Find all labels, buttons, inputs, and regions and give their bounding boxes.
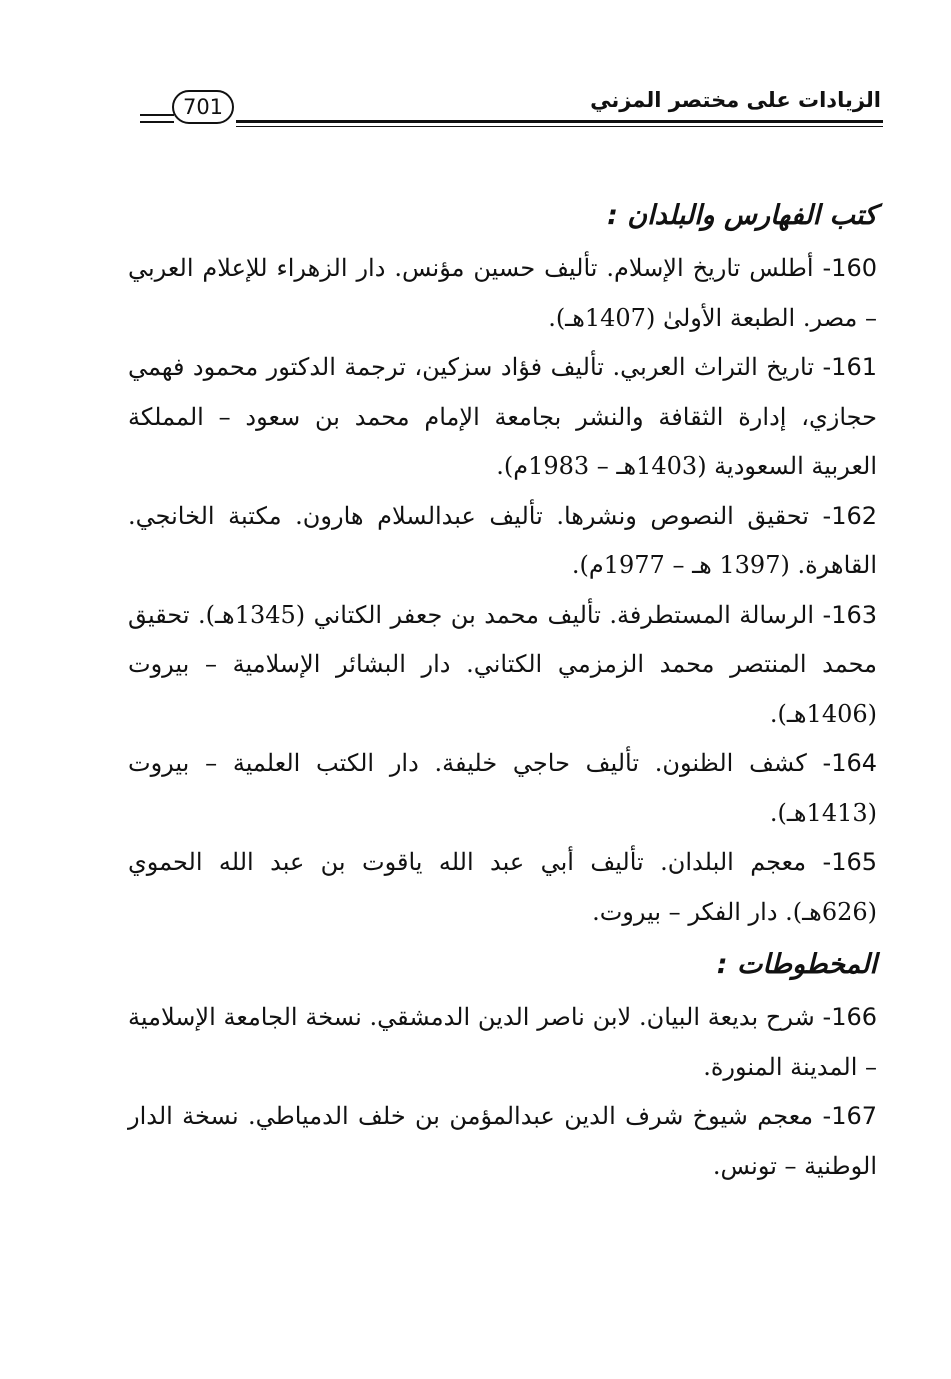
section-heading-indexes: كتب الفهارس والبلدان : — [607, 200, 877, 231]
page-header — [0, 0, 951, 140]
header-rule-left-lower — [140, 121, 174, 123]
page-body — [128, 188, 877, 1191]
section-heading-manuscripts: المخطوطات : — [716, 949, 877, 980]
entry-number: 164- — [822, 749, 877, 777]
entry-text: معجم شيوخ شرف الدين عبدالمؤمن بن خلف الدمياطي. نسخة الدار الوطنية – تونس. — [128, 1102, 877, 1180]
entry-162 — [128, 492, 877, 591]
entry-number: 162- — [822, 501, 878, 530]
running-title: الزيادات على مختصر المزني — [590, 88, 881, 112]
page-number: 701 — [172, 90, 234, 124]
entry-167 — [128, 1092, 877, 1191]
entry-text: كشف الظنون. تأليف حاجي خليفة. دار الكتب العلمية – بيروت (1413هـ). — [128, 749, 877, 827]
entry-165 — [128, 838, 877, 937]
entry-text: أطلس تاريخ الإسلام. تأليف حسين مؤنس. دار الزهراء للإعلام العربي – مصر. الطبعة الأولىٰ (1407هـ). — [128, 254, 877, 332]
entry-160 — [128, 244, 877, 343]
entry-number: 166- — [822, 1003, 877, 1031]
entry-163 — [128, 591, 877, 740]
entry-number: 165- — [822, 848, 877, 876]
entry-161 — [128, 343, 877, 492]
entry-text: تحقيق النصوص ونشرها. تأليف عبدالسلام هارون. مكتبة الخانجي. القاهرة. (1397 هـ – 1977م). — [128, 501, 877, 579]
entry-164 — [128, 739, 877, 838]
entry-number: 163- — [822, 600, 877, 629]
entry-number: 167- — [822, 1102, 877, 1130]
entry-text: تاريخ التراث العربي. تأليف فؤاد سزكين، ترجمة الدكتور محمود فهمي حجازي، إدارة الثقافة والنشر بجامعة الإمام محمد بن سعود – المملكة العربية السعودية (1403هـ – 1983م). — [128, 353, 877, 480]
entry-text: معجم البلدان. تأليف أبي عبد الله ياقوت بن عبد الله الحموي (626هـ). دار الفكر – بيروت. — [128, 848, 877, 926]
entry-166 — [128, 993, 877, 1092]
entry-text: الرسالة المستطرفة. تأليف محمد بن جعفر الكتاني (1345هـ). تحقيق محمد المنتصر محمد الزمزمي الكتاني. دار البشائر الإسلامية – بيروت (1406هـ). — [128, 600, 877, 728]
header-rule-thin — [236, 126, 883, 127]
header-rule-thick — [236, 120, 883, 123]
entry-number: 160- — [822, 254, 877, 282]
entry-text: شرح بديعة البيان. لابن ناصر الدين الدمشقي. نسخة الجامعة الإسلامية – المدينة المنورة. — [128, 1003, 877, 1081]
header-rule-left-upper — [140, 114, 174, 116]
entry-number: 161- — [822, 353, 877, 381]
